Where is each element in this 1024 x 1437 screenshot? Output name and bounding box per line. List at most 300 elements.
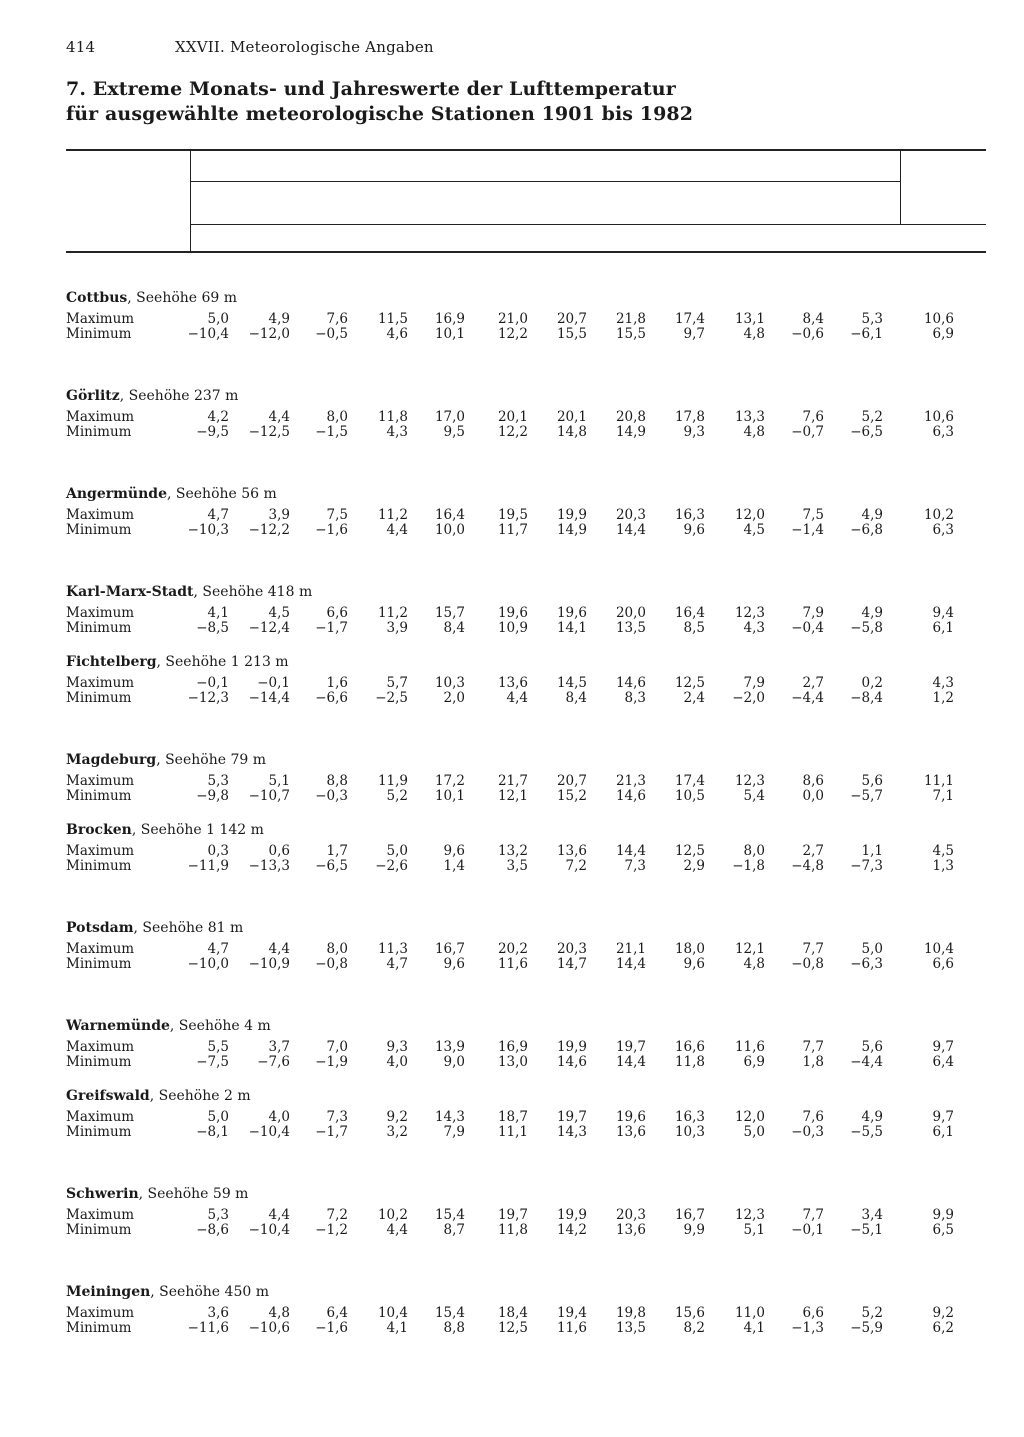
- month-max-value: 20,8: [615, 409, 646, 425]
- month-min-value: 14,4: [615, 522, 646, 538]
- annual-min-value: 6,9: [932, 326, 954, 342]
- month-max-value: 5,3: [207, 773, 229, 789]
- month-max-value: 8,4: [802, 311, 824, 327]
- month-max-value: 19,6: [615, 1109, 646, 1125]
- month-min-value: 13,5: [615, 1320, 646, 1336]
- month-min-value: −4,4: [791, 690, 824, 706]
- station-elevation: , Seehöhe 1 213 m: [156, 654, 289, 670]
- month-min-value: 9,9: [683, 1222, 705, 1238]
- month-min-value: 7,3: [624, 858, 646, 874]
- annual-max-value: 9,9: [932, 1207, 954, 1223]
- month-min-value: −8,6: [196, 1222, 229, 1238]
- month-min-value: 7,2: [565, 858, 587, 874]
- month-min-value: −1,9: [315, 1054, 348, 1070]
- month-min-value: 9,5: [443, 424, 465, 440]
- month-max-value: 19,6: [497, 605, 528, 621]
- annual-max-value: 4,3: [932, 675, 954, 691]
- month-min-value: −5,7: [850, 788, 883, 804]
- month-min-value: −1,3: [791, 1320, 824, 1336]
- month-max-value: 3,9: [268, 507, 290, 523]
- month-max-value: 13,6: [497, 675, 528, 691]
- month-min-value: 13,0: [497, 1054, 528, 1070]
- row-label-max: Maximum: [66, 1039, 135, 1055]
- station-elevation: , Seehöhe 2 m: [149, 1088, 251, 1104]
- month-max-value: 19,7: [556, 1109, 587, 1125]
- month-min-value: 4,4: [386, 522, 408, 538]
- header-bottom-rule: [66, 251, 986, 253]
- month-min-value: −12,3: [187, 690, 229, 706]
- month-max-value: 19,6: [556, 605, 587, 621]
- station-name: Görlitz: [66, 388, 120, 404]
- month-max-value: 11,3: [377, 941, 408, 957]
- month-min-value: −0,1: [791, 1222, 824, 1238]
- month-max-value: 4,7: [207, 507, 229, 523]
- annual-min-value: 6,6: [932, 956, 954, 972]
- month-min-value: 13,5: [615, 620, 646, 636]
- month-min-value: 12,1: [497, 788, 528, 804]
- month-min-value: 14,8: [556, 424, 587, 440]
- month-max-value: 21,8: [615, 311, 646, 327]
- month-min-value: 14,2: [556, 1222, 587, 1238]
- row-label-max: Maximum: [66, 773, 135, 789]
- annual-min-value: 6,3: [932, 424, 954, 440]
- month-max-value: 12,0: [734, 1109, 765, 1125]
- month-min-value: 13,6: [615, 1124, 646, 1140]
- station-elevation: , Seehöhe 81 m: [133, 920, 244, 936]
- station-name: Fichtelberg: [66, 654, 157, 670]
- month-max-value: 19,8: [615, 1305, 646, 1321]
- row-label-min: Minimum: [66, 1054, 132, 1070]
- month-max-value: 9,2: [386, 1109, 408, 1125]
- month-max-value: 7,0: [326, 1039, 348, 1055]
- month-min-value: 14,3: [556, 1124, 587, 1140]
- month-min-value: 9,6: [683, 522, 705, 538]
- month-max-value: 8,0: [326, 409, 348, 425]
- month-min-value: 14,1: [556, 620, 587, 636]
- month-max-value: 0,3: [207, 843, 229, 859]
- month-max-value: 17,4: [674, 773, 705, 789]
- month-max-value: 5,2: [861, 1305, 883, 1321]
- month-min-value: −6,3: [850, 956, 883, 972]
- month-max-value: 9,3: [386, 1039, 408, 1055]
- month-min-value: −1,6: [315, 522, 348, 538]
- month-max-value: 4,0: [268, 1109, 290, 1125]
- month-max-value: 19,4: [556, 1305, 587, 1321]
- month-max-value: 21,0: [497, 311, 528, 327]
- month-max-value: 20,3: [615, 507, 646, 523]
- month-min-value: 8,7: [443, 1222, 465, 1238]
- station-heading: [66, 822, 264, 838]
- month-min-value: 1,4: [443, 858, 465, 874]
- station-heading: [66, 1018, 271, 1034]
- month-min-value: 4,4: [386, 1222, 408, 1238]
- month-min-value: 11,6: [556, 1320, 587, 1336]
- month-min-value: −10,4: [248, 1222, 290, 1238]
- month-min-value: −4,4: [850, 1054, 883, 1070]
- month-max-value: 7,6: [326, 311, 348, 327]
- month-min-value: −12,4: [248, 620, 290, 636]
- row-label-min: Minimum: [66, 1320, 132, 1336]
- month-min-value: 9,7: [683, 326, 705, 342]
- annual-divider: [900, 151, 901, 224]
- month-min-value: 8,4: [443, 620, 465, 636]
- month-min-value: −0,8: [315, 956, 348, 972]
- month-min-value: −14,4: [248, 690, 290, 706]
- month-min-value: 10,5: [674, 788, 705, 804]
- month-max-value: 12,1: [734, 941, 765, 957]
- month-min-value: −5,5: [850, 1124, 883, 1140]
- row-label-min: Minimum: [66, 1124, 132, 1140]
- row-label-max: Maximum: [66, 941, 135, 957]
- stub-divider: [190, 151, 191, 251]
- station-elevation: , Seehöhe 59 m: [138, 1186, 249, 1202]
- month-min-value: −8,4: [850, 690, 883, 706]
- month-max-value: 12,3: [734, 605, 765, 621]
- month-min-value: 8,3: [624, 690, 646, 706]
- station-heading: [66, 584, 312, 600]
- month-min-value: 4,8: [743, 956, 765, 972]
- month-max-value: 17,8: [674, 409, 705, 425]
- row-label-max: Maximum: [66, 311, 135, 327]
- month-max-value: 15,6: [674, 1305, 705, 1321]
- station-heading: [66, 1088, 251, 1104]
- month-max-value: 11,0: [734, 1305, 765, 1321]
- station-name: Warnemünde: [66, 1018, 170, 1034]
- month-min-value: 10,9: [497, 620, 528, 636]
- month-max-value: 20,3: [615, 1207, 646, 1223]
- month-max-value: −0,1: [196, 675, 229, 691]
- station-heading: [66, 486, 277, 502]
- month-max-value: 6,4: [326, 1305, 348, 1321]
- month-min-value: 11,8: [674, 1054, 705, 1070]
- month-max-value: 1,1: [861, 843, 883, 859]
- annual-max-value: 4,5: [932, 843, 954, 859]
- month-max-value: 16,9: [434, 311, 465, 327]
- row-label-max: Maximum: [66, 605, 135, 621]
- month-min-value: 4,3: [743, 620, 765, 636]
- month-min-value: 12,2: [497, 424, 528, 440]
- month-max-value: 6,6: [802, 1305, 824, 1321]
- row-label-min: Minimum: [66, 956, 132, 972]
- month-min-value: 4,4: [506, 690, 528, 706]
- month-min-value: −1,4: [791, 522, 824, 538]
- month-min-value: −10,6: [248, 1320, 290, 1336]
- month-min-value: −10,9: [248, 956, 290, 972]
- month-min-value: −10,4: [187, 326, 229, 342]
- month-min-value: 2,0: [443, 690, 465, 706]
- station-elevation: , Seehöhe 450 m: [150, 1284, 269, 1300]
- month-min-value: 8,2: [683, 1320, 705, 1336]
- month-min-value: −13,3: [248, 858, 290, 874]
- month-max-value: 0,6: [268, 843, 290, 859]
- month-max-value: 17,0: [434, 409, 465, 425]
- month-max-value: 19,7: [615, 1039, 646, 1055]
- month-max-value: 13,9: [434, 1039, 465, 1055]
- month-max-value: 19,9: [556, 1039, 587, 1055]
- annual-max-value: 10,6: [923, 311, 954, 327]
- month-max-value: 7,7: [802, 941, 824, 957]
- annual-max-value: 9,7: [932, 1109, 954, 1125]
- month-max-value: 4,4: [268, 941, 290, 957]
- month-min-value: 10,0: [434, 522, 465, 538]
- month-min-value: −1,6: [315, 1320, 348, 1336]
- month-max-value: 4,5: [268, 605, 290, 621]
- month-max-value: 5,0: [386, 843, 408, 859]
- month-max-value: 21,1: [615, 941, 646, 957]
- month-min-value: 4,1: [743, 1320, 765, 1336]
- month-max-value: 12,5: [674, 843, 705, 859]
- month-max-value: 0,2: [861, 675, 883, 691]
- month-max-value: 11,5: [377, 311, 408, 327]
- month-min-value: −0,5: [315, 326, 348, 342]
- month-min-value: 11,7: [497, 522, 528, 538]
- annual-max-value: 9,7: [932, 1039, 954, 1055]
- annual-max-value: 10,4: [923, 941, 954, 957]
- month-max-value: 12,3: [734, 773, 765, 789]
- month-max-value: 4,9: [861, 605, 883, 621]
- month-min-value: −8,1: [196, 1124, 229, 1140]
- month-min-value: 13,6: [615, 1222, 646, 1238]
- month-max-value: 13,1: [734, 311, 765, 327]
- month-min-value: −11,9: [187, 858, 229, 874]
- row-label-min: Minimum: [66, 788, 132, 804]
- month-max-value: 4,9: [268, 311, 290, 327]
- month-min-value: 15,5: [556, 326, 587, 342]
- month-max-value: 4,1: [207, 605, 229, 621]
- month-max-value: 8,6: [802, 773, 824, 789]
- annual-min-value: 6,1: [932, 620, 954, 636]
- month-min-value: −5,9: [850, 1320, 883, 1336]
- month-min-value: −11,6: [187, 1320, 229, 1336]
- month-max-value: 11,2: [377, 507, 408, 523]
- month-max-value: 13,2: [497, 843, 528, 859]
- month-min-value: 9,3: [683, 424, 705, 440]
- station-heading: [66, 1186, 248, 1202]
- month-min-value: −6,5: [315, 858, 348, 874]
- month-max-value: 16,4: [434, 507, 465, 523]
- month-min-value: −0,7: [791, 424, 824, 440]
- month-max-value: 19,5: [497, 507, 528, 523]
- station-heading: [66, 1284, 269, 1300]
- month-min-value: 14,6: [556, 1054, 587, 1070]
- month-max-value: 18,0: [674, 941, 705, 957]
- station-elevation: , Seehöhe 4 m: [169, 1018, 271, 1034]
- month-max-value: 5,3: [861, 311, 883, 327]
- month-min-value: 11,6: [497, 956, 528, 972]
- month-max-value: 7,6: [802, 409, 824, 425]
- row-label-max: Maximum: [66, 1305, 135, 1321]
- month-max-value: 16,4: [674, 605, 705, 621]
- station-heading: [66, 388, 238, 404]
- station-elevation: , Seehöhe 79 m: [156, 752, 266, 768]
- annual-max-value: 9,2: [932, 1305, 954, 1321]
- month-min-value: 5,0: [743, 1124, 765, 1140]
- month-max-value: 19,7: [497, 1207, 528, 1223]
- month-min-value: 10,1: [434, 326, 465, 342]
- month-max-value: 7,7: [802, 1207, 824, 1223]
- annual-min-value: 6,3: [932, 522, 954, 538]
- month-min-value: −0,6: [791, 326, 824, 342]
- annual-max-value: 9,4: [932, 605, 954, 621]
- month-min-value: −5,1: [850, 1222, 883, 1238]
- month-min-value: −1,8: [732, 858, 765, 874]
- month-max-value: 5,7: [386, 675, 408, 691]
- station-elevation: , Seehöhe 1 142 m: [131, 822, 264, 838]
- month-max-value: 13,6: [556, 843, 587, 859]
- month-min-value: −8,5: [196, 620, 229, 636]
- row-label-max: Maximum: [66, 507, 135, 523]
- month-min-value: 14,6: [615, 788, 646, 804]
- month-min-value: 11,8: [497, 1222, 528, 1238]
- month-min-value: 5,2: [386, 788, 408, 804]
- month-min-value: −1,7: [315, 1124, 348, 1140]
- row-label-min: Minimum: [66, 690, 132, 706]
- month-min-value: −1,5: [315, 424, 348, 440]
- month-min-value: −1,2: [315, 1222, 348, 1238]
- month-min-value: 10,3: [674, 1124, 705, 1140]
- month-min-value: 0,0: [802, 788, 824, 804]
- month-min-value: 2,9: [683, 858, 705, 874]
- table-title-line-1: 7. Extreme Monats- und Jahreswerte der Lufttemperatur: [66, 78, 676, 100]
- month-max-value: 5,1: [268, 773, 290, 789]
- station-name: Cottbus: [66, 290, 128, 306]
- month-min-value: 9,0: [443, 1054, 465, 1070]
- annual-min-value: 6,1: [932, 1124, 954, 1140]
- month-min-value: −10,0: [187, 956, 229, 972]
- month-max-value: 5,5: [207, 1039, 229, 1055]
- station-elevation: , Seehöhe 69 m: [127, 290, 238, 306]
- month-min-value: −0,3: [791, 1124, 824, 1140]
- station-name: Angermünde: [66, 486, 167, 502]
- month-max-value: 8,0: [326, 941, 348, 957]
- month-min-value: −12,5: [248, 424, 290, 440]
- month-max-value: 7,6: [802, 1109, 824, 1125]
- month-max-value: 3,7: [268, 1039, 290, 1055]
- month-max-value: 5,2: [861, 409, 883, 425]
- month-min-value: 8,8: [443, 1320, 465, 1336]
- month-max-value: 21,7: [497, 773, 528, 789]
- month-min-value: 8,4: [565, 690, 587, 706]
- month-max-value: 20,7: [556, 311, 587, 327]
- month-max-value: 15,4: [434, 1305, 465, 1321]
- month-max-value: 7,9: [743, 675, 765, 691]
- month-max-value: 20,7: [556, 773, 587, 789]
- station-heading: [66, 654, 289, 670]
- month-min-value: 14,4: [615, 1054, 646, 1070]
- month-min-value: 2,4: [683, 690, 705, 706]
- month-max-value: 12,0: [734, 507, 765, 523]
- running-title: XXVII. Meteorologische Angaben: [175, 38, 434, 56]
- month-min-value: 10,1: [434, 788, 465, 804]
- month-max-value: 9,6: [443, 843, 465, 859]
- month-max-value: 7,7: [802, 1039, 824, 1055]
- month-max-value: 5,6: [861, 1039, 883, 1055]
- month-max-value: 14,3: [434, 1109, 465, 1125]
- page-number: 414: [66, 38, 96, 56]
- month-min-value: 14,9: [615, 424, 646, 440]
- month-min-value: 3,5: [506, 858, 528, 874]
- month-max-value: 8,8: [326, 773, 348, 789]
- month-max-value: 14,5: [556, 675, 587, 691]
- month-min-value: 4,7: [386, 956, 408, 972]
- month-max-value: 4,7: [207, 941, 229, 957]
- month-max-value: 12,3: [734, 1207, 765, 1223]
- month-max-value: 7,3: [326, 1109, 348, 1125]
- month-min-value: 9,6: [443, 956, 465, 972]
- month-max-value: 10,2: [377, 1207, 408, 1223]
- month-max-value: 15,4: [434, 1207, 465, 1223]
- month-max-value: 19,9: [556, 507, 587, 523]
- month-max-value: 4,8: [268, 1305, 290, 1321]
- row-label-min: Minimum: [66, 326, 132, 342]
- month-max-value: 7,9: [802, 605, 824, 621]
- month-max-value: 20,1: [497, 409, 528, 425]
- row-label-min: Minimum: [66, 522, 132, 538]
- month-max-value: 5,6: [861, 773, 883, 789]
- month-max-value: 20,3: [556, 941, 587, 957]
- month-max-value: 21,3: [615, 773, 646, 789]
- month-max-value: 2,7: [802, 843, 824, 859]
- month-max-value: 7,5: [326, 507, 348, 523]
- month-max-value: 4,4: [268, 409, 290, 425]
- month-max-value: 18,4: [497, 1305, 528, 1321]
- annual-min-value: 6,2: [932, 1320, 954, 1336]
- station-elevation: , Seehöhe 237 m: [119, 388, 239, 404]
- month-min-value: −12,2: [248, 522, 290, 538]
- month-min-value: 5,4: [743, 788, 765, 804]
- month-min-value: −7,5: [196, 1054, 229, 1070]
- month-max-value: 16,7: [674, 1207, 705, 1223]
- row-label-min: Minimum: [66, 858, 132, 874]
- row-label-min: Minimum: [66, 1222, 132, 1238]
- station-name: Potsdam: [66, 920, 134, 936]
- month-max-value: 11,8: [377, 409, 408, 425]
- month-min-value: −5,8: [850, 620, 883, 636]
- annual-min-value: 7,1: [932, 788, 954, 804]
- annual-max-value: 11,1: [923, 773, 954, 789]
- month-min-value: −10,7: [248, 788, 290, 804]
- month-min-value: 14,4: [615, 956, 646, 972]
- month-min-value: 4,6: [386, 326, 408, 342]
- month-max-value: 15,7: [434, 605, 465, 621]
- month-max-value: 12,5: [674, 675, 705, 691]
- month-min-value: −6,5: [850, 424, 883, 440]
- month-max-value: 10,4: [377, 1305, 408, 1321]
- annual-min-value: 6,5: [932, 1222, 954, 1238]
- month-min-value: 11,1: [497, 1124, 528, 1140]
- annual-min-value: 1,2: [932, 690, 954, 706]
- month-max-value: 16,3: [674, 1109, 705, 1125]
- annual-max-value: 10,2: [923, 507, 954, 523]
- month-max-value: 20,0: [615, 605, 646, 621]
- month-min-value: 4,1: [386, 1320, 408, 1336]
- month-min-value: 4,5: [743, 522, 765, 538]
- station-name: Magdeburg: [66, 752, 157, 768]
- month-max-value: 2,7: [802, 675, 824, 691]
- month-min-value: −7,3: [850, 858, 883, 874]
- annual-max-value: 10,6: [923, 409, 954, 425]
- month-min-value: 9,6: [683, 956, 705, 972]
- month-min-value: 14,7: [556, 956, 587, 972]
- month-min-value: −2,0: [732, 690, 765, 706]
- month-max-value: 11,6: [734, 1039, 765, 1055]
- month-max-value: 20,2: [497, 941, 528, 957]
- month-min-value: 15,2: [556, 788, 587, 804]
- month-max-value: 16,3: [674, 507, 705, 523]
- month-min-value: −10,3: [187, 522, 229, 538]
- month-max-value: 14,4: [615, 843, 646, 859]
- month-max-value: 1,6: [326, 675, 348, 691]
